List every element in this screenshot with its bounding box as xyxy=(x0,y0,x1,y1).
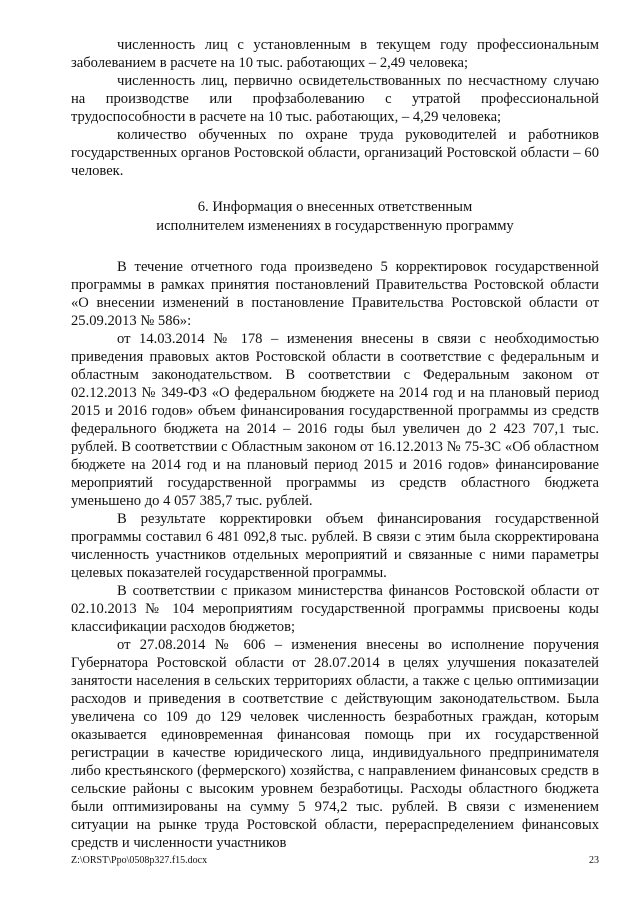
paragraph-resolution-178: от 14.03.2014 № 178 – изменения внесены в связи с необходимостью приведения правовых актов Ростовской области в соответствие с федеральным и областным законодательством. В соответствии с Федеральным законом от 02.12.2013 № 349-ФЗ «О федеральном бюджете на 2014 год и на плановый период 2015 и 2016 годов» объем финансирования государственной программы из средств федерального бюджета на 2014 – 2016 годы был увеличен до 2 423 707,1 тыс. рублей. В соответствии с Областным законом от 16.12.2013 № 75-ЗС «Об областном бюджете на 2014 год и на плановый период 2015 и 2016 годов» финансирование мероприятий государственной программы из средств областного бюджета уменьшено до 4 057 385,7 тыс. рублей. xyxy=(71,331,599,509)
paragraph-corrections-intro: В течение отчетного года произведено 5 корректировок государственной программы в рамках принятия постановлений Правительства Ростовской области «О внесении изменений в постановление Правительства Ростовской области от 25.09.2013 № 586»: xyxy=(71,259,599,329)
paragraph-trained-count: количество обученных по охране труда руководителей и работников государственных органов Ростовской области, организаций Ростовской области – 60 человек. xyxy=(71,127,599,179)
page-number: 23 xyxy=(589,855,599,866)
section-heading-line2: исполнителем изменениях в государственную программу xyxy=(156,218,514,234)
paragraph-resolution-606: от 27.08.2014 № 606 – изменения внесены во исполнение поручения Губернатора Ростовской области от 28.07.2014 в целях улучшения показателей занятости населения в сельских территориях области, а также с целью оптимизации расходов и приведения в соответствие с действующим законодательством. Была увеличена со 109 до 129 человек численность безработных граждан, которым оказывается единовременная финансовая помощь при их государственной регистрации в качестве юридического лица, индивидуального предпринимателя либо крестьянского (фермерского) хозяйства, с направлением финансовых средств в сельские районы с высоким уровнем безработицы. Расходы областного бюджета были оптимизированы на сумму 5 974,2 тыс. рублей. В связи с изменением ситуации на рынке труда Ростовской области, перераспределением финансовых средств и численности участников xyxy=(71,637,599,851)
paragraph-correction-result: В результате корректировки объем финансирования государственной программы составил 6 481 092,8 тыс. рублей. В связи с этим была скорректирована численность участников отдельных мероприятий и связанные с ними параметры целевых показателей государственной программы. xyxy=(71,511,599,581)
section-heading-line1: 6. Информация о внесенных ответственным xyxy=(197,199,473,215)
paragraph-disability-count: численность лиц, первично освидетельствованных по несчастному случаю на производстве или профзаболеванию с утратой профессиональной трудоспособности в расчете на 10 тыс. работающих, – 4,29 человека; xyxy=(71,73,599,125)
page-content xyxy=(71,36,599,852)
footer-file-path: Z:\ORST\Ppo\0508p327.f15.docx xyxy=(71,855,208,866)
paragraph-occupational-disease: численность лиц с установленным в текущем году профессиональным заболеванием в расчете на 10 тыс. работающих – 2,49 человека; xyxy=(71,37,599,71)
paragraph-budget-codes: В соответствии с приказом министерства финансов Ростовской области от 02.10.2013 № 104 мероприятиям государственной программы присвоены коды классификации расходов бюджетов; xyxy=(71,583,599,635)
